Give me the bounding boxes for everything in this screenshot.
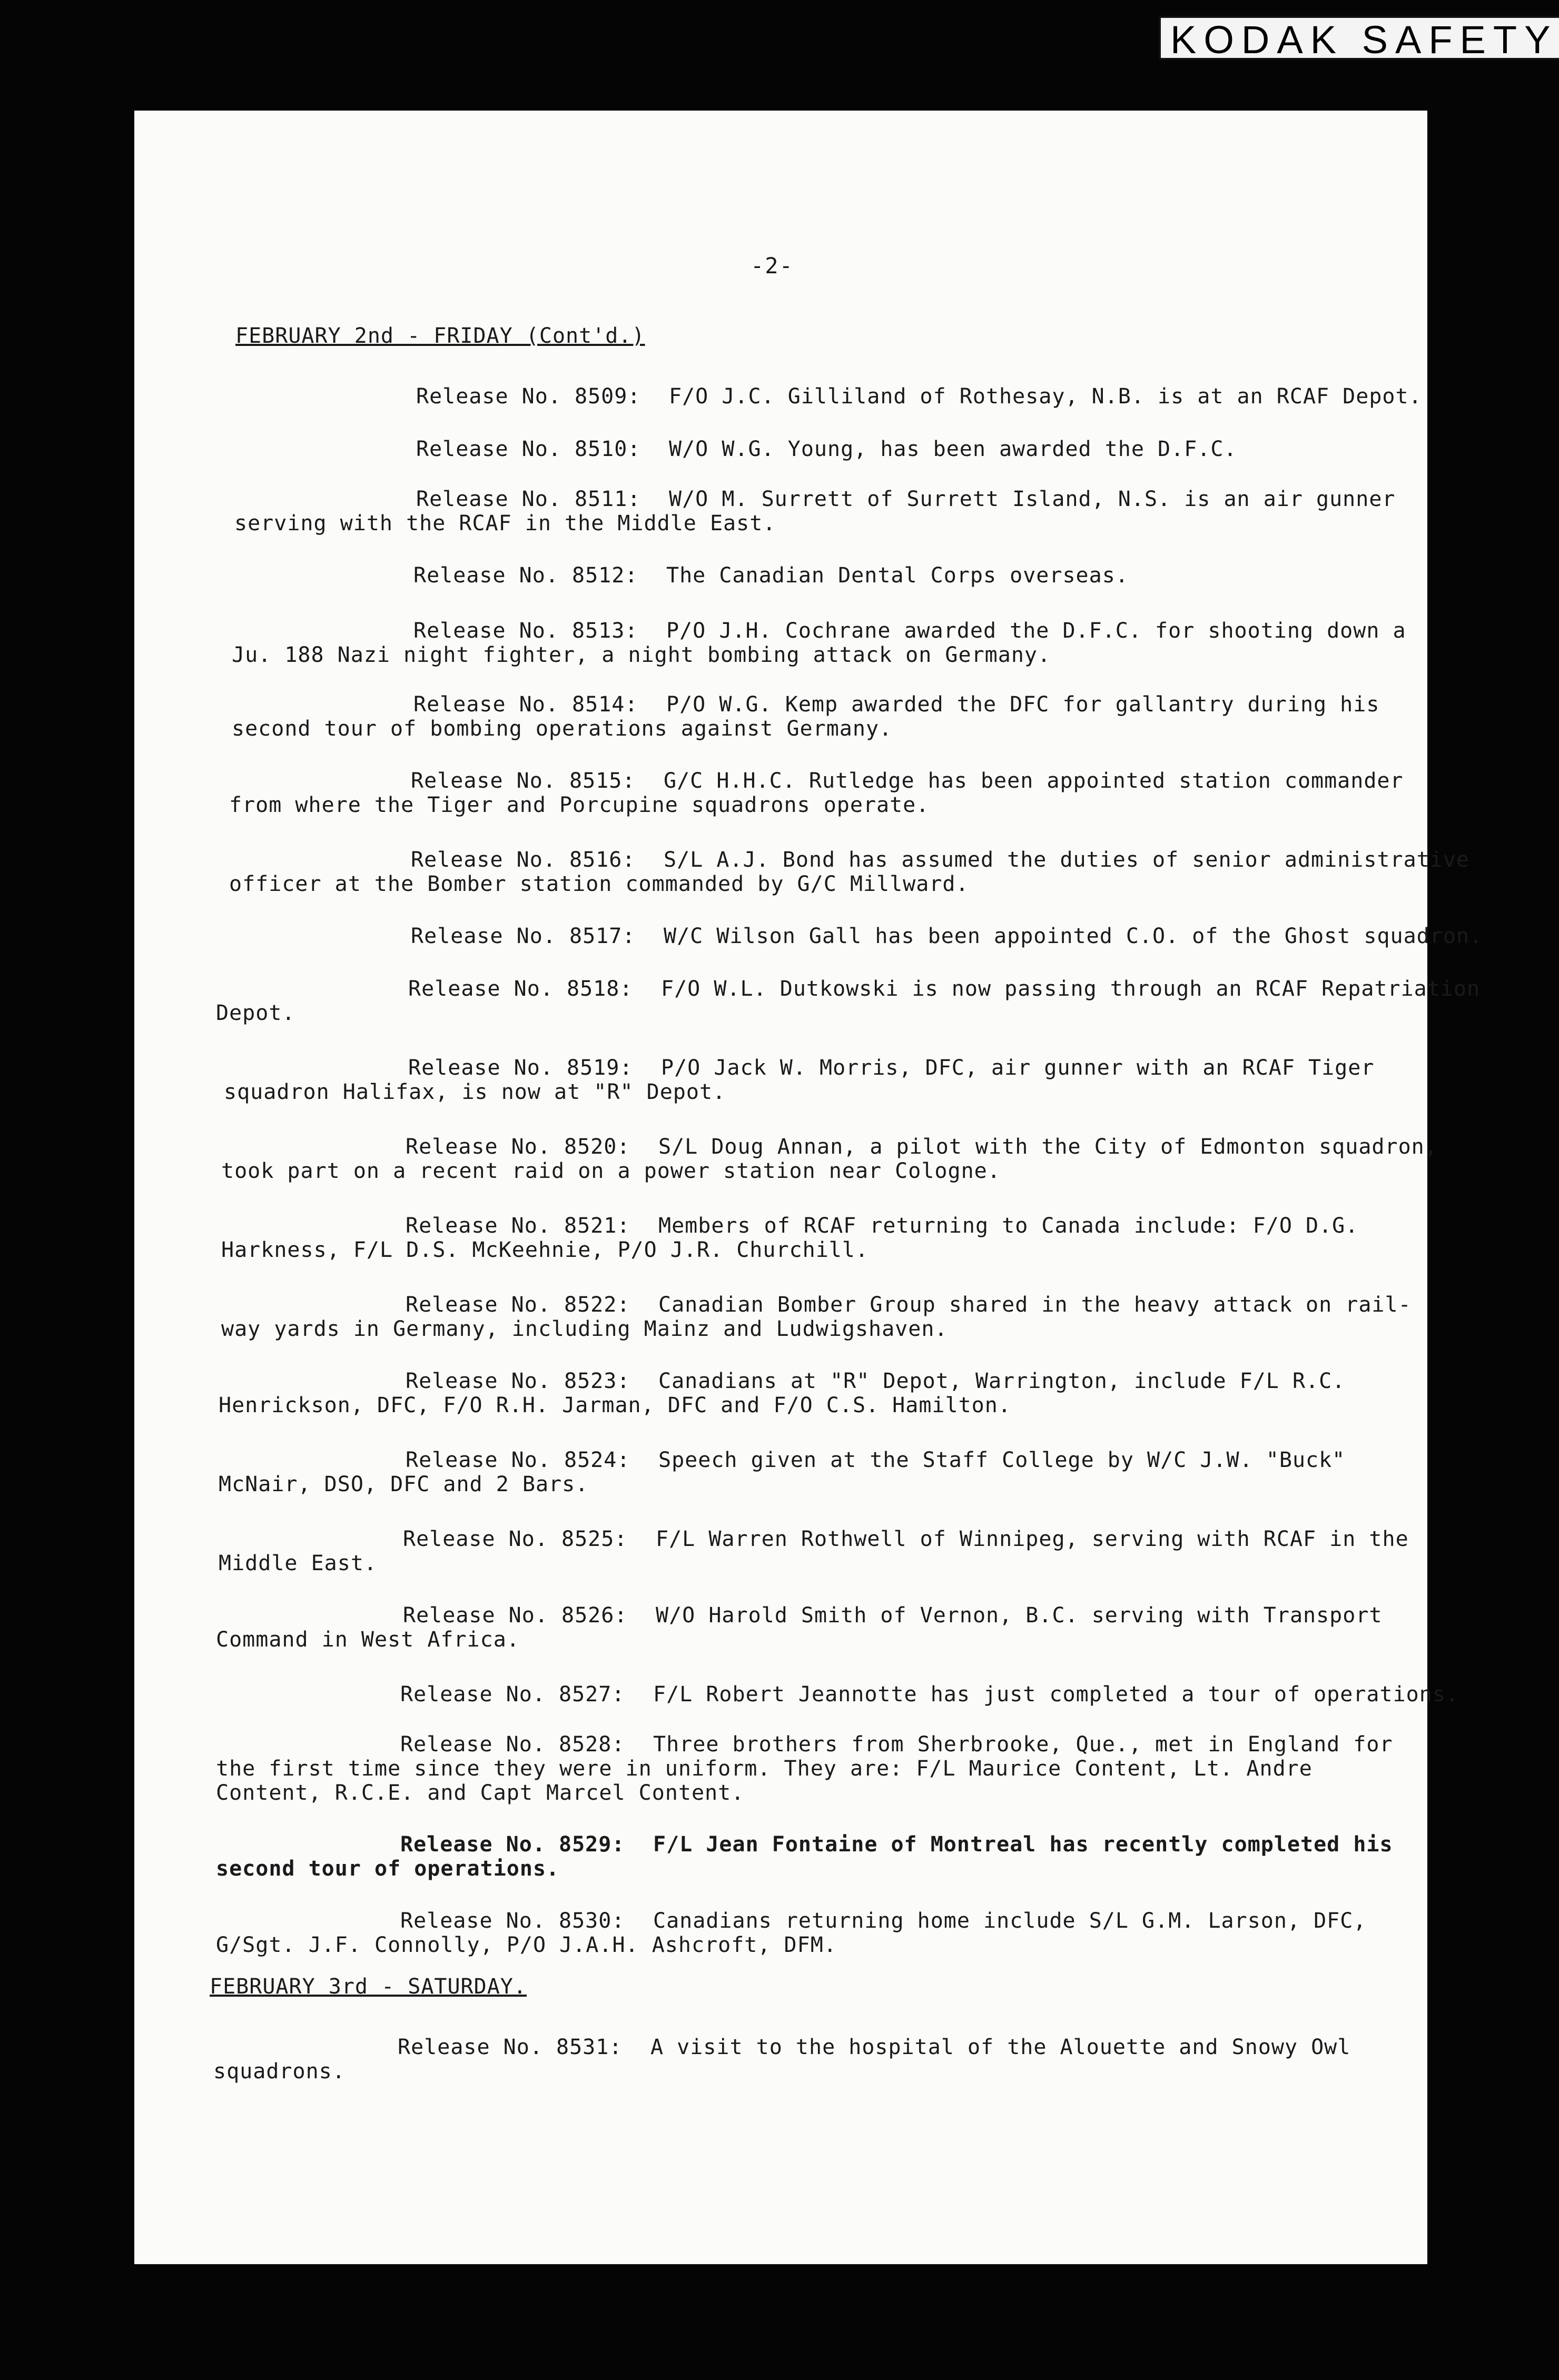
release-entry [213,1056,1375,1104]
release-entry [213,1293,1412,1341]
release-entry [213,563,1372,588]
release-text-continued: the first time since they were in uniform. They are: F/L Maurice Content, Lt. Andre [216,1757,1313,1781]
release-entry [213,1527,1409,1575]
release-number: Release No. 8516: [411,848,636,872]
document-page [134,111,1483,2264]
release-text-continued: Command in West Africa. [216,1628,520,1652]
release-number: Release No. 8518: [408,977,633,1001]
release-text-continued: Middle East. [219,1551,377,1575]
release-entry [213,692,1380,741]
release-number: Release No. 8526: [403,1603,628,1628]
release-number: Release No. 8513: [413,619,638,643]
release-text-continued: G/Sgt. J.F. Connolly, P/O J.A.H. Ashcroft, DFM. [216,1933,837,1957]
release-text-continued: officer at the Bomber station commanded by G/C Millward. [229,872,969,896]
release-entry [213,2035,1372,2084]
release-text-continued: Content, R.C.E. and Capt Marcel Content. [216,1781,745,1805]
release-text: Canadians at "R" Depot, Warrington, include F/L R.C. [658,1369,1346,1393]
release-text: W/C Wilson Gall has been appointed C.O. of the Ghost squadron. [664,924,1483,948]
release-number: Release No. 8523: [406,1369,630,1393]
release-text: W/O W.G. Young, has been awarded the D.F.C. [669,437,1237,461]
release-text-continued: from where the Tiger and Porcupine squadrons operate. [229,793,930,817]
release-number: Release No. 8525: [403,1527,628,1551]
release-text-continued: Ju. 188 Nazi night fighter, a night bombing attack on Germany. [232,643,1051,667]
release-text: P/O Jack W. Morris, DFC, air gunner with an RCAF Tiger [661,1056,1375,1080]
release-text-continued: McNair, DSO, DFC and 2 Bars. [219,1472,589,1496]
release-text: S/L Doug Annan, a pilot with the City of Edmonton squadron, [658,1135,1438,1159]
release-text-continued: squadron Halifax, is now at "R" Depot. [224,1080,726,1104]
film-edge-label: KODAK SAFETY [1159,16,1559,60]
release-entry [213,977,1481,1025]
release-entry [213,1369,1372,1417]
release-number: Release No. 8515: [411,769,636,793]
release-entry [213,1214,1372,1262]
release-entry [213,1448,1372,1496]
release-text: F/L Warren Rothwell of Winnipeg, serving with RCAF in the [656,1527,1409,1551]
release-entry [213,1603,1383,1652]
release-number: Release No. 8521: [406,1214,630,1238]
release-text-continued: Henrickson, DFC, F/O R.H. Jarman, DFC and F/O C.S. Hamilton. [219,1393,1011,1417]
release-text: Speech given at the Staff College by W/C J.W. "Buck" [658,1448,1346,1472]
release-text: S/L A.J. Bond has assumed the duties of senior administrative [664,848,1470,872]
release-text-continued: way yards in Germany, including Mainz and Ludwigshaven. [221,1317,948,1341]
release-entry [213,848,1470,896]
release-text: G/C H.H.C. Rutledge has been appointed station commander [664,769,1404,793]
release-number: Release No. 8520: [406,1135,630,1159]
release-text-continued: squadrons. [213,2059,346,2084]
release-text-continued: second tour of operations. [216,1857,560,1881]
release-text: Canadians returning home include S/L G.M. Larson, DFC, [653,1909,1367,1933]
release-number: Release No. 8524: [406,1448,630,1472]
release-number: Release No. 8531: [398,2035,623,2059]
release-text-continued: serving with the RCAF in the Middle East. [234,511,776,536]
section-heading-feb-3: FEBRUARY 3rd - SATURDAY. [210,1975,527,1999]
release-number: Release No. 8509: [416,384,641,409]
release-text: Three brothers from Sherbrooke, Que., met in England for [653,1732,1393,1757]
release-entry [213,1832,1393,1881]
release-number: Release No. 8528: [400,1732,625,1757]
release-entry [213,1909,1372,1957]
release-entry [213,619,1406,667]
release-entry [213,1732,1393,1805]
release-text: P/O J.H. Cochrane awarded the D.F.C. for shooting down a [666,619,1406,643]
release-entry [213,924,1483,948]
page-number: -2- [751,253,794,279]
release-entry [213,487,1396,536]
release-number: Release No. 8530: [400,1909,625,1933]
release-text: Members of RCAF returning to Canada include: F/O D.G. [658,1214,1359,1238]
release-text: F/O J.C. Gilliland of Rothesay, N.B. is at an RCAF Depot. [669,384,1422,409]
release-number: Release No. 8519: [408,1056,633,1080]
release-text: P/O W.G. Kemp awarded the DFC for gallantry during his [666,692,1380,717]
release-number: Release No. 8517: [411,924,636,948]
release-entry [213,384,1422,409]
release-entry [213,769,1404,817]
release-entry [213,1682,1459,1707]
release-text: W/O M. Surrett of Surrett Island, N.S. is an air gunner [669,487,1396,511]
release-text: Canadian Bomber Group shared in the heavy attack on rail- [658,1293,1412,1317]
release-number: Release No. 8511: [416,487,641,511]
release-text: F/L Robert Jeannotte has just completed a tour of operations. [653,1682,1459,1707]
release-number: Release No. 8529: [400,1832,625,1857]
release-number: Release No. 8527: [400,1682,625,1707]
release-text: A visit to the hospital of the Alouette and Snowy Owl [650,2035,1351,2059]
release-entry [213,1135,1438,1183]
release-text-continued: took part on a recent raid on a power station near Cologne. [221,1159,1001,1183]
release-text: The Canadian Dental Corps overseas. [666,563,1129,588]
release-number: Release No. 8510: [416,437,641,461]
release-text: F/O W.L. Dutkowski is now passing through an RCAF Repatriation [661,977,1481,1001]
release-text-continued: Harkness, F/L D.S. McKeehnie, P/O J.R. Churchill. [221,1238,869,1262]
release-entry [213,437,1372,461]
release-text: F/L Jean Fontaine of Montreal has recently completed his [653,1832,1393,1857]
release-text-continued: second tour of bombing operations against Germany. [232,717,893,741]
release-number: Release No. 8514: [413,692,638,717]
release-text: W/O Harold Smith of Vernon, B.C. serving with Transport [656,1603,1383,1628]
release-number: Release No. 8522: [406,1293,630,1317]
release-text-continued: Depot. [216,1001,295,1025]
release-number: Release No. 8512: [413,563,638,588]
section-heading-feb-2: FEBRUARY 2nd - FRIDAY (Cont'd.) [235,324,645,348]
